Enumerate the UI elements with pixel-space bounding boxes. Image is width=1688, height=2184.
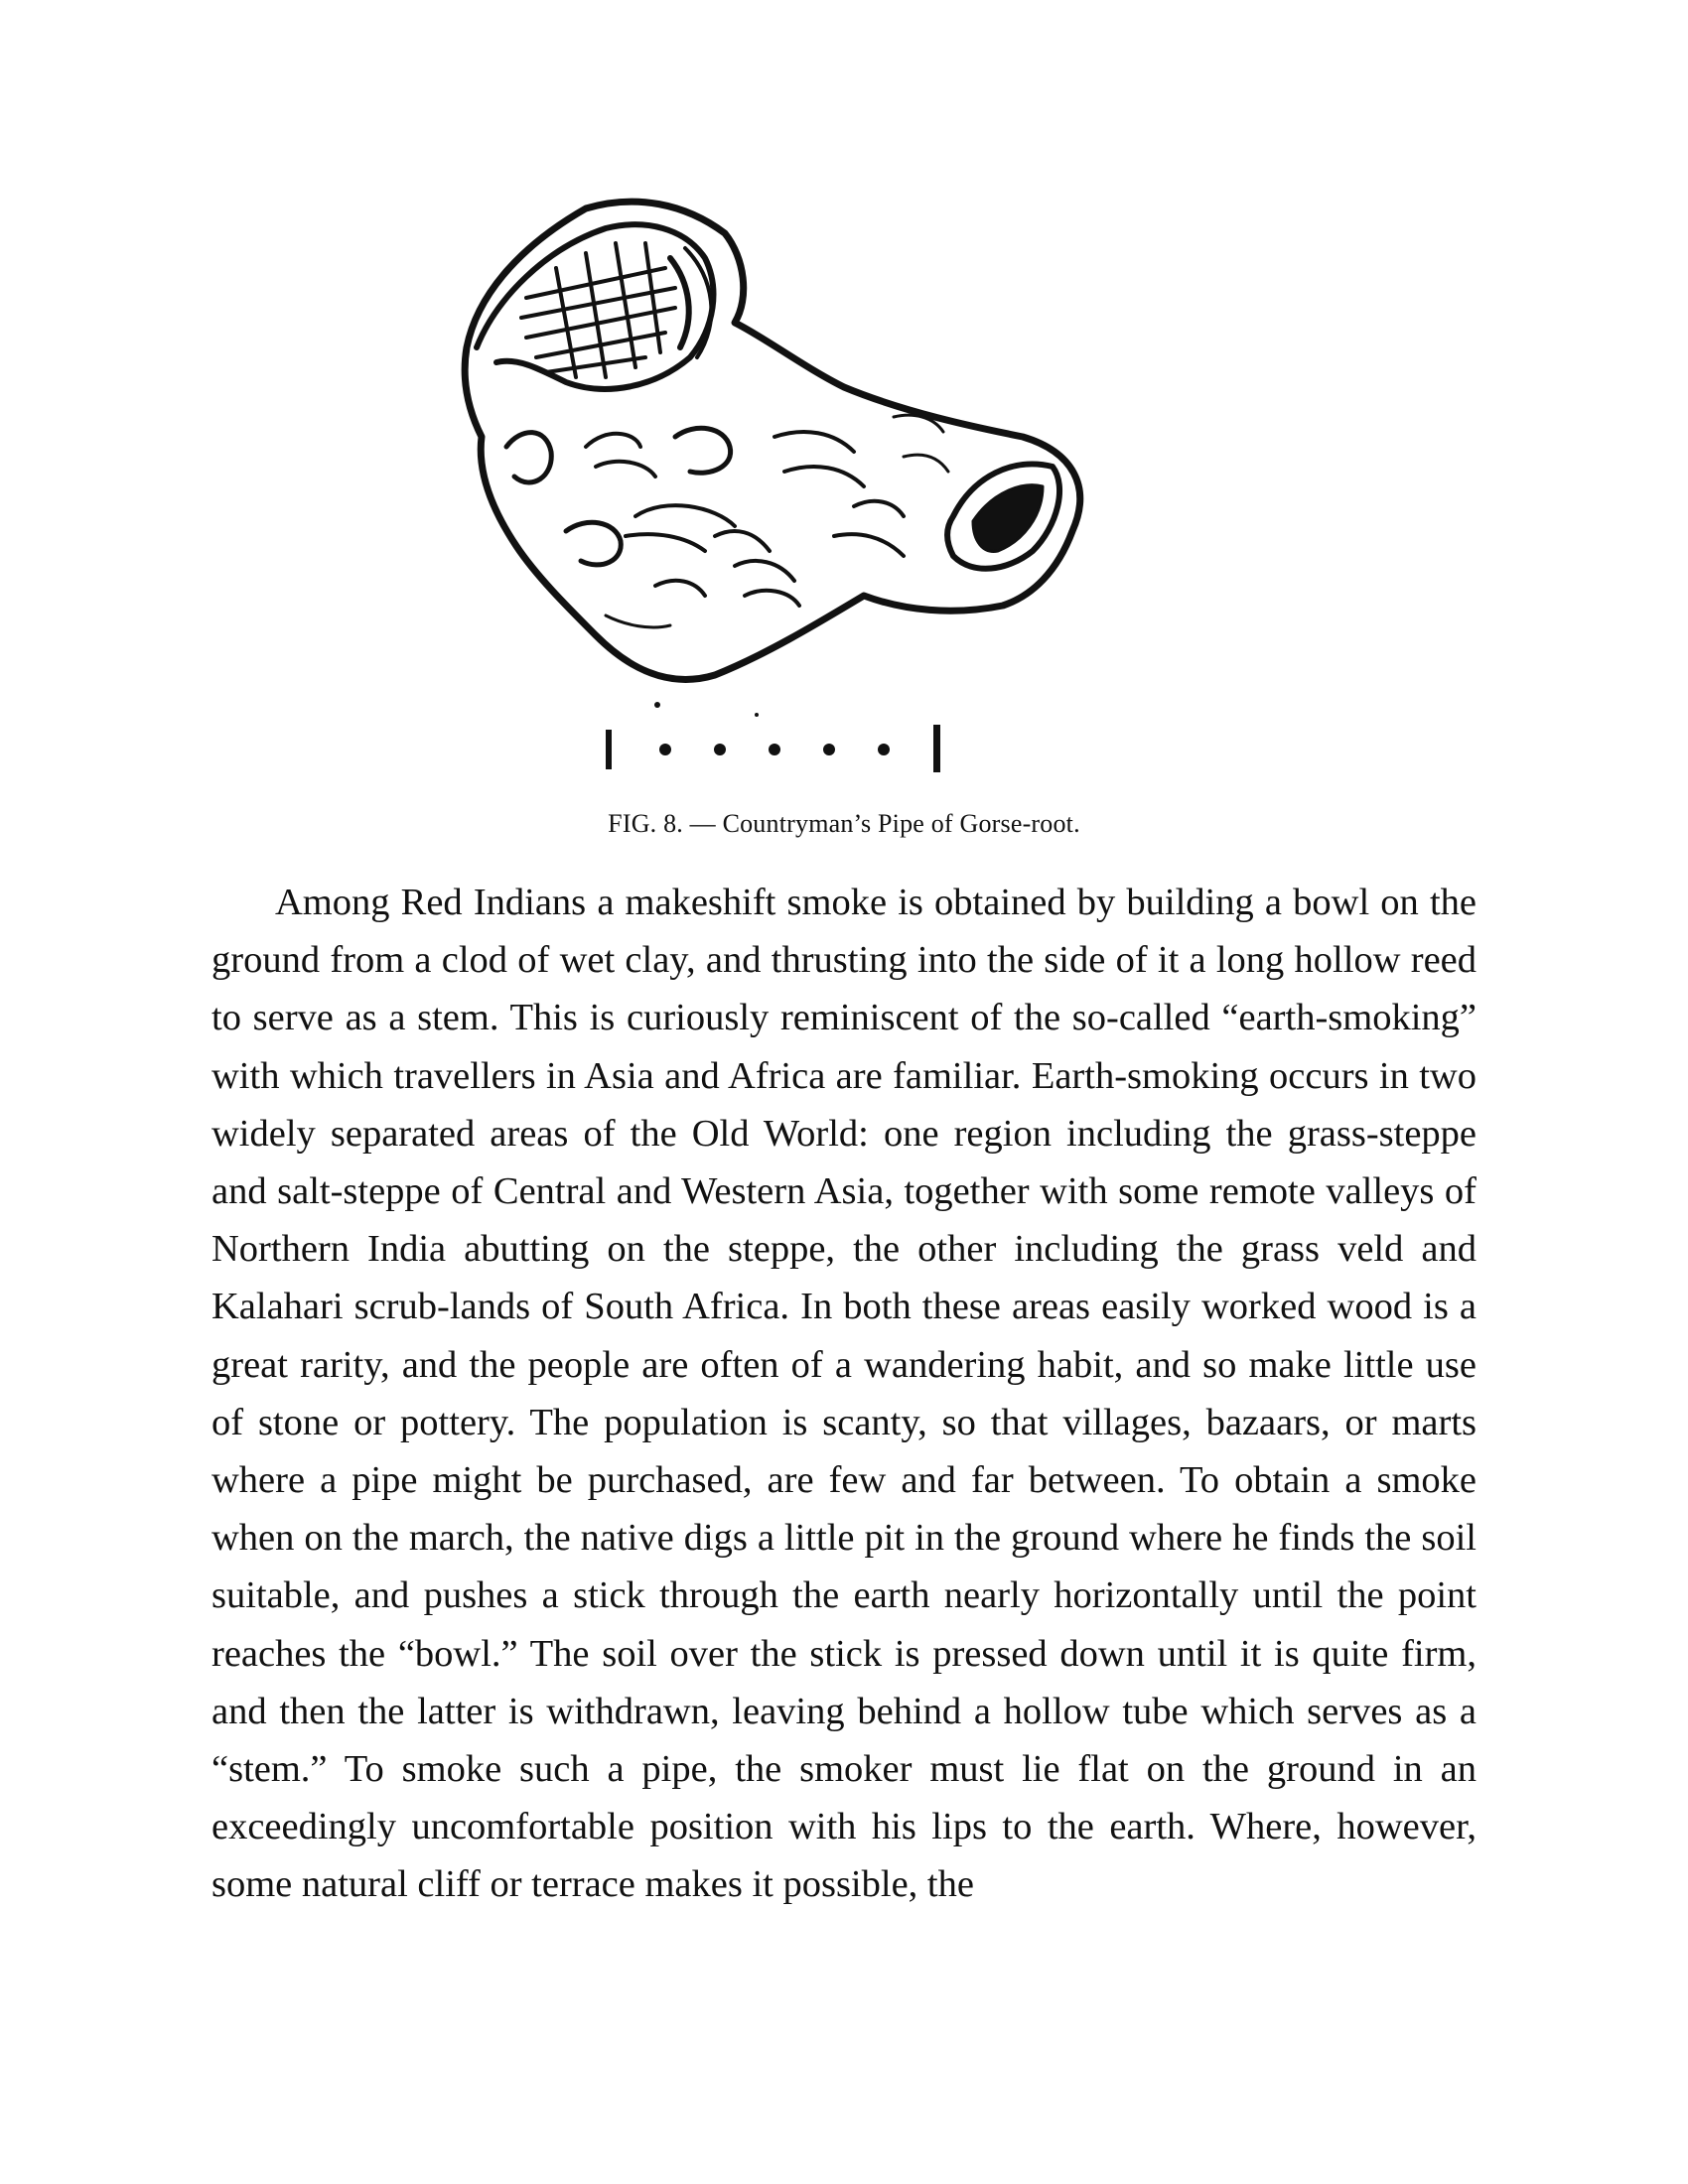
body-paragraph: Among Red Indians a makeshift smoke is obtained by building a bowl on the ground from a clod of wet clay, and thrusting into the side of it a long hollow reed to serve as a stem. This is curiously reminiscent of the so-called “earth-smoking” with which travellers in Asia and Africa are familiar. Earth-smoking occurs in two widely separated areas of the Old World: one region including the grass-steppe and salt-steppe of Central and Western Asia, together with some remote valleys of Northern India abutting on the steppe, the other including the grass veld and Kalahari scrub-lands of South Africa. In both these areas easily worked wood is a great rarity, and the people are often of a wandering habit, and so make little use of stone or pottery. The population is scanty, so that villages, bazaars, or marts where a pipe might be purchased, are few and far between. To obtain a smoke when on the march, the native digs a little pit in the ground where he finds the soil suitable, and pushes a stick through the earth nearly horizontally until the point reaches the “bowl.” The soil over the stick is pressed down until it is quite firm, and then the latter is withdrawn, leaving behind a hollow tube which serves as a “stem.” To smoke such a pipe, the smoker must lie flat on the ground in an exceedingly uncomfortable position with his lips to the earth. Where, however, some natural cliff or terrace makes it possible, the bbox=[211, 882, 1477, 1906]
figure-caption: FIG. 8. — Countryman’s Pipe of Gorse-root. bbox=[608, 809, 1080, 838]
pipe-illustration bbox=[437, 189, 1231, 784]
figure bbox=[0, 189, 1688, 784]
scale-bar bbox=[606, 702, 940, 772]
